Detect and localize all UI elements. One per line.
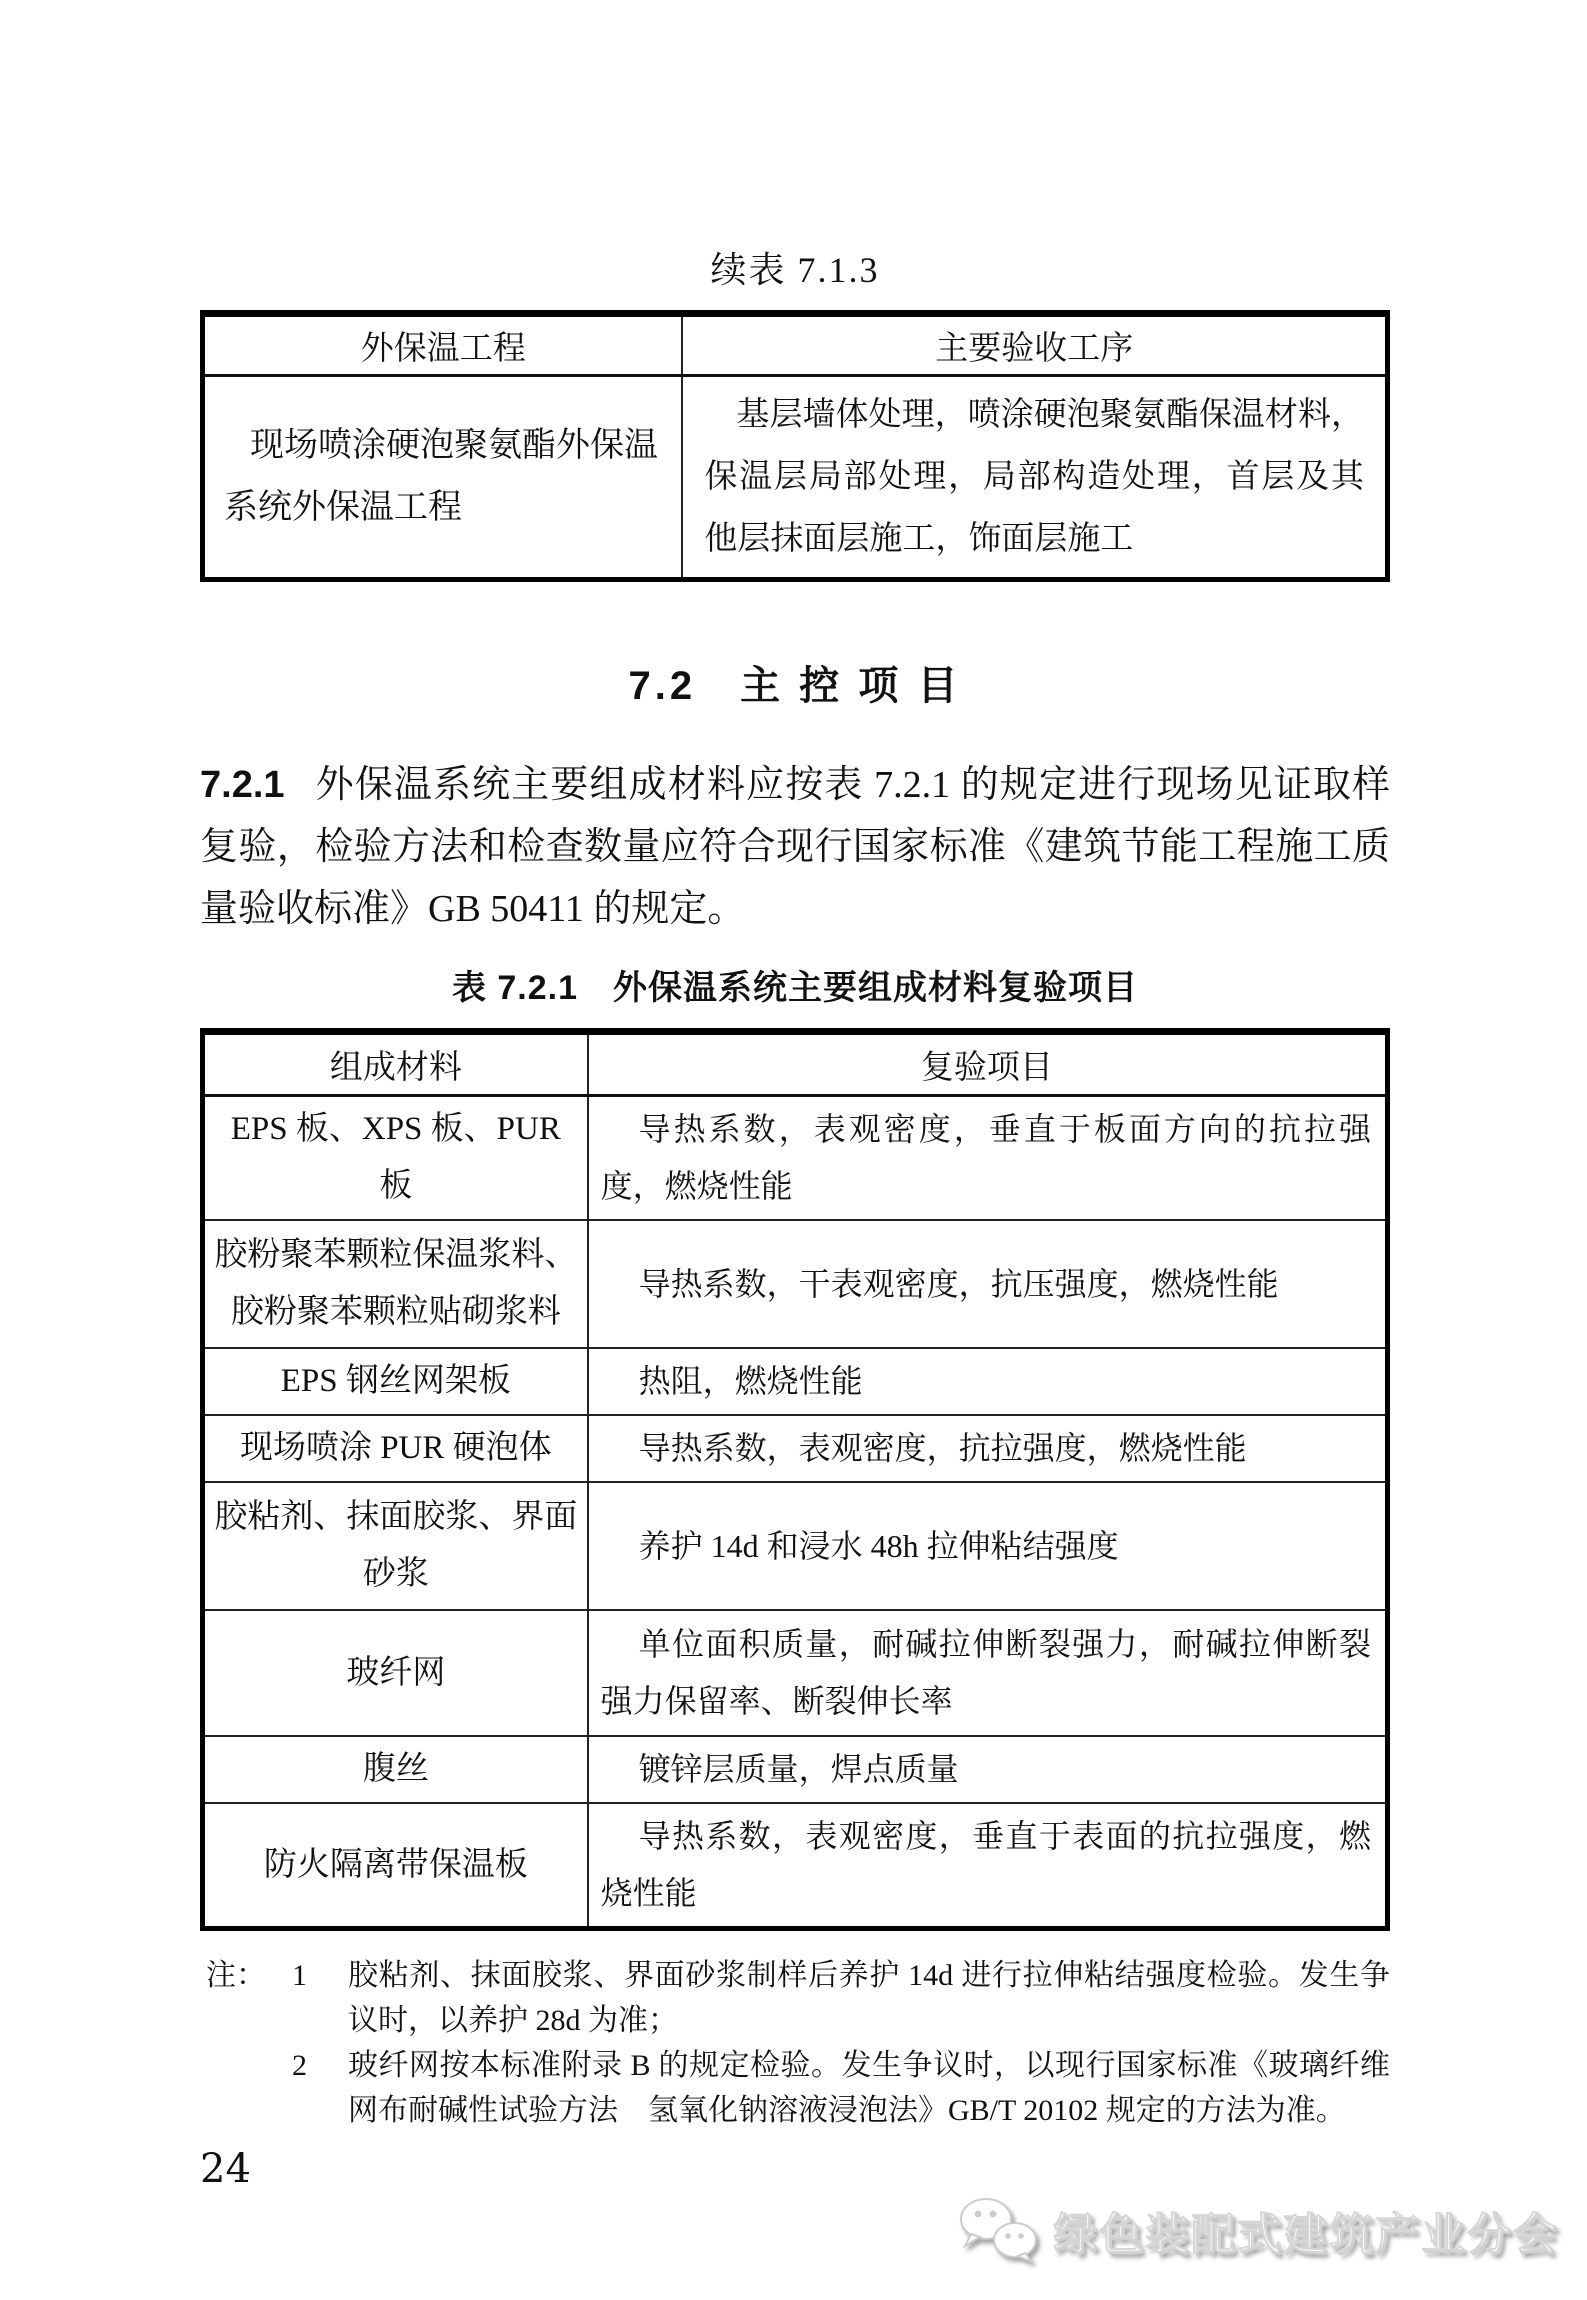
t2-item-text: 导热系数，表观密度，垂直于板面方向的抗拉强度，燃烧性能 — [600, 1111, 1371, 1204]
t1-cell-material — [203, 376, 683, 580]
t2-item — [588, 1736, 1388, 1803]
t1-material-text: 现场喷涂硬泡聚氨酯外保温系统外保温工程 — [224, 427, 658, 526]
t2-header-material: 组成材料 — [203, 1032, 588, 1096]
table-row — [203, 1482, 1388, 1610]
continuation-table — [200, 310, 1390, 582]
table-row — [203, 1096, 1388, 1221]
table-header-row — [203, 314, 1388, 376]
t1-procedure-text: 基层墙体处理，喷涂硬泡聚氨酯保温材料，保温层局部处理，局部构造处理，首层及其他层抹面层施工，饰面层施工 — [704, 397, 1364, 557]
note-item-2 — [200, 2043, 1390, 2133]
table-row — [203, 1415, 1388, 1482]
clause-text: 外保温系统主要组成材料应按表 7.2.1 的规定进行现场见证取样复验，检验方法和检查数量应符合现行国家标准《建筑节能工程施工质量验收标准》GB 50411 的规定。 — [200, 764, 1390, 930]
t2-material: 玻纤网 — [203, 1610, 588, 1736]
table-721 — [200, 1028, 1390, 1931]
note-text: 玻纤网按本标准附录 B 的规定检验。发生争议时，以现行国家标准《玻璃纤维网布耐碱性试验方法 氢氧化钠溶液浸泡法》GB/T 20102 规定的方法为准。 — [348, 2049, 1390, 2127]
page-content — [200, 0, 1390, 2191]
wechat-icon — [959, 2196, 1041, 2264]
note-number: 2 — [292, 2049, 307, 2082]
t2-item — [588, 1096, 1388, 1221]
t2-item-text: 导热系数，干表观密度，抗压强度，燃烧性能 — [638, 1265, 1279, 1302]
t2-item — [588, 1415, 1388, 1482]
watermark — [959, 2196, 1559, 2264]
table-row — [203, 376, 1388, 580]
t2-item — [588, 1803, 1388, 1929]
t2-item — [588, 1610, 1388, 1736]
watermark-text: 绿色装配式建筑产业分会 — [1053, 2210, 1559, 2259]
note-number: 1 — [292, 1959, 307, 1992]
clause-7-2-1 — [200, 754, 1390, 940]
t2-item-text: 单位面积质量，耐碱拉伸断裂强力，耐碱拉伸断裂强力保留率、断裂伸长率 — [600, 1626, 1371, 1719]
t2-header-item: 复验项目 — [588, 1032, 1388, 1096]
page-number: 24 — [200, 2146, 251, 2192]
t2-item-text: 导热系数，表观密度，抗拉强度，燃烧性能 — [638, 1430, 1247, 1466]
t2-material: 腹丝 — [203, 1736, 588, 1803]
t2-item-text: 热阻，燃烧性能 — [638, 1363, 863, 1399]
table-row — [203, 1220, 1388, 1348]
t2-item — [588, 1220, 1388, 1348]
note-item-1 — [200, 1953, 1390, 2043]
table-row — [203, 1348, 1388, 1415]
table-header-row — [203, 1032, 1388, 1096]
note-label: 注： — [206, 1959, 266, 1992]
t2-item — [588, 1482, 1388, 1610]
t2-material: EPS 钢丝网架板 — [203, 1348, 588, 1415]
t2-material: 胶粘剂、抹面胶浆、界面砂浆 — [203, 1482, 588, 1610]
t2-material: 防火隔离带保温板 — [203, 1803, 588, 1929]
table-row — [203, 1803, 1388, 1929]
t1-cell-procedure — [682, 376, 1387, 580]
t2-material: 胶粉聚苯颗粒保温浆料、胶粉聚苯颗粒贴砌浆料 — [203, 1220, 588, 1348]
table-notes — [200, 1953, 1390, 2133]
t2-item — [588, 1348, 1388, 1415]
table-row — [203, 1736, 1388, 1803]
continuation-table-caption: 续表 7.1.3 — [710, 250, 880, 290]
t2-material: 现场喷涂 PUR 硬泡体 — [203, 1415, 588, 1482]
t2-item-text: 导热系数，表观密度，垂直于表面的抗拉强度，燃烧性能 — [600, 1818, 1371, 1911]
t2-material: EPS 板、XPS 板、PUR 板 — [203, 1096, 588, 1221]
section-heading: 7.2 主 控 项 目 — [628, 664, 962, 708]
t1-header-procedure: 主要验收工序 — [682, 314, 1387, 376]
t2-item-text: 镀锌层质量，焊点质量 — [638, 1751, 959, 1787]
t2-item-text: 养护 14d 和浸水 48h 拉伸粘结强度 — [638, 1527, 1119, 1564]
table-row — [203, 1610, 1388, 1736]
clause-number: 7.2.1 — [200, 764, 285, 806]
note-text: 胶粘剂、抹面胶浆、界面砂浆制样后养护 14d 进行拉伸粘结强度检验。发生争议时，以养护 28d 为准； — [348, 1959, 1390, 2037]
table-721-caption: 表 7.2.1 外保温系统主要组成材料复验项目 — [451, 969, 1139, 1007]
t1-header-material: 外保温工程 — [203, 314, 683, 376]
